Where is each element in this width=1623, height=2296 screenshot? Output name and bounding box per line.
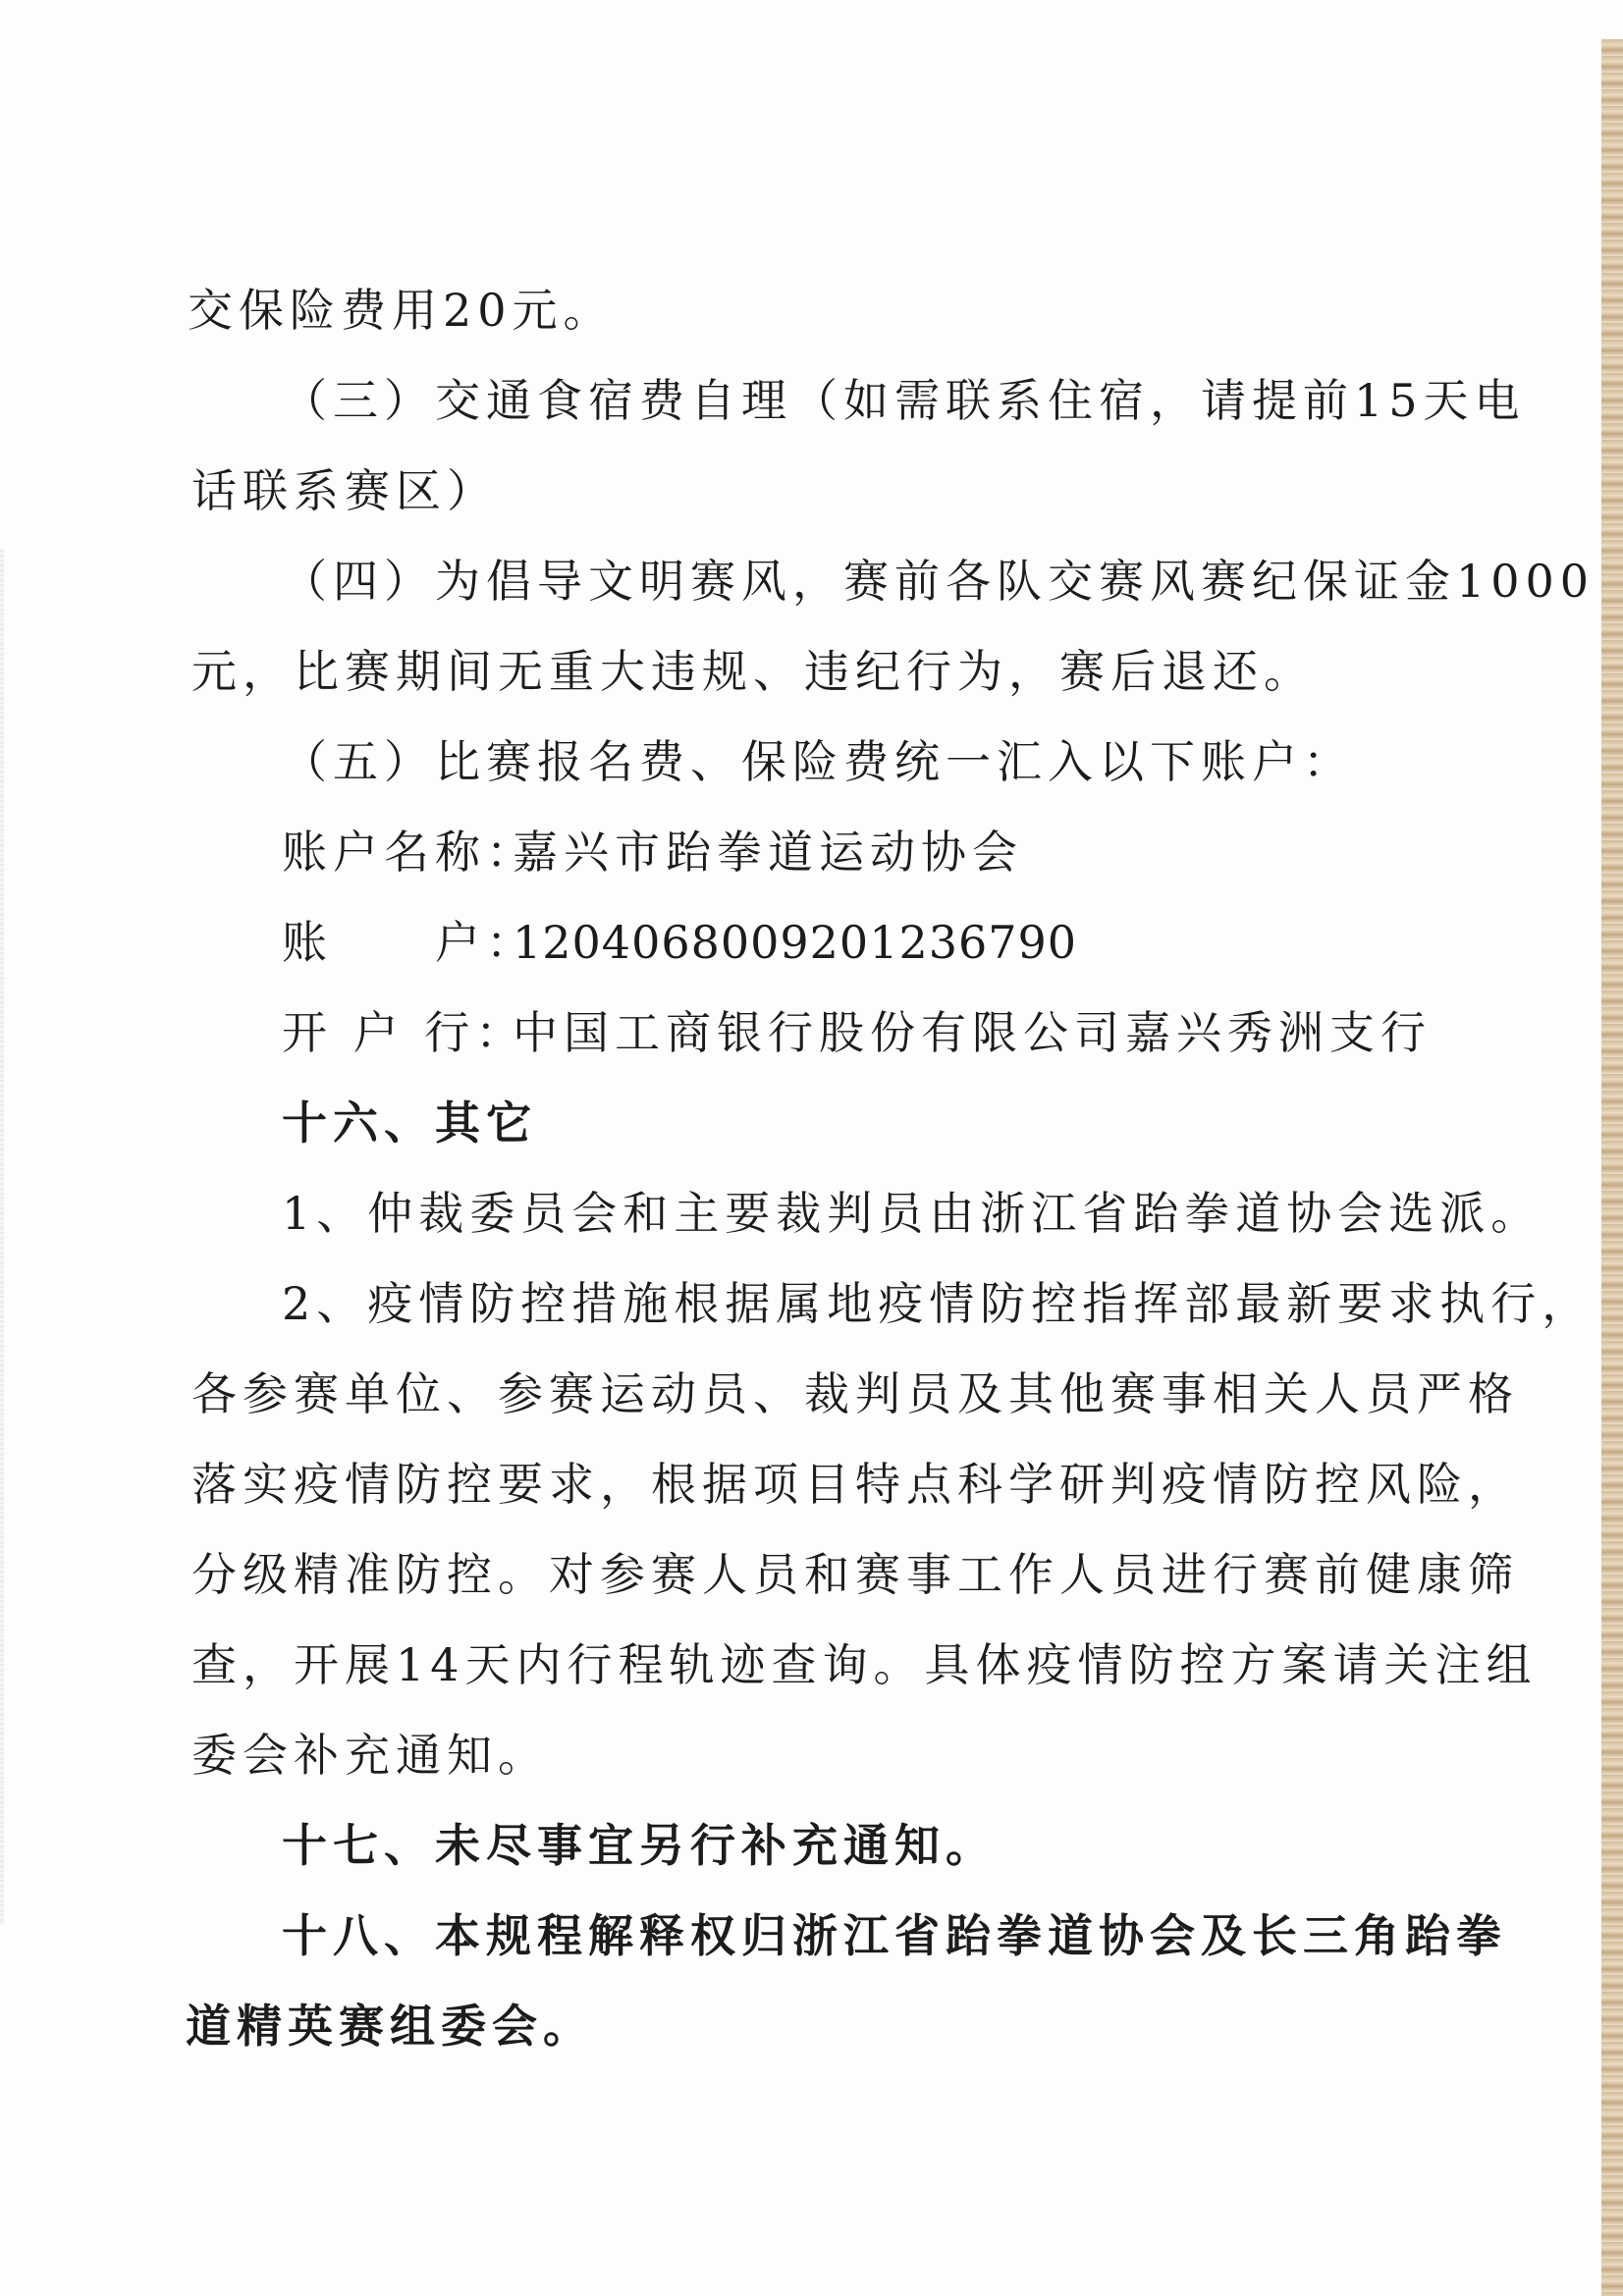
account-bank-label: 开 户 行： <box>282 1006 527 1059</box>
account-name-value: 嘉兴市跆拳道运动协会 <box>513 826 1023 879</box>
account-number-value: 1204068009201236790 <box>513 916 1078 969</box>
account-number-row <box>191 897 1399 988</box>
paragraph-line: （五）比赛报名费、保险费统一汇入以下账户： <box>282 735 1354 788</box>
scan-edge-right <box>1601 39 1623 2296</box>
paragraph-line: （三）交通食宿费自理（如需联系住宿，请提前15天电 <box>282 374 1526 427</box>
paragraph-line: 话联系赛区） <box>191 464 498 517</box>
account-number-label: 账 户： <box>282 916 537 969</box>
account-bank-value: 中国工商银行股份有限公司嘉兴秀洲支行 <box>513 1006 1432 1059</box>
account-bank-row <box>191 988 1432 1078</box>
section-18-line: 道精英赛组委会。 <box>186 2000 594 2053</box>
section-16-item-2-line: 查，开展14天内行程轨迹查询。具体疫情防控方案请关注组 <box>191 1638 1538 1691</box>
section-16-item-1: 1、仲裁委员会和主要裁判员由浙江省跆拳道协会选派。 <box>282 1187 1542 1240</box>
section-16-item-2-line: 各参赛单位、参赛运动员、裁判员及其他赛事相关人员严格 <box>191 1367 1519 1420</box>
section-16-item-2-line: 落实疫情防控要求，根据项目特点科学研判疫情防控风险， <box>191 1458 1519 1511</box>
body-text <box>186 265 1596 2071</box>
section-16-heading: 十六、其它 <box>282 1096 537 1149</box>
section-17: 十七、未尽事宜另行补充通知。 <box>282 1819 997 1872</box>
section-16-item-2-line: 2、疫情防控措施根据属地疫情防控指挥部最新要求执行， <box>282 1277 1594 1330</box>
section-18-line: 十八、本规程解释权归浙江省跆拳道协会及长三角跆拳 <box>282 1909 1507 1962</box>
section-16-item-2-line: 委会补充通知。 <box>191 1729 549 1782</box>
paragraph-line: （四）为倡导文明赛风，赛前各队交赛风赛纪保证金1000 <box>282 555 1596 608</box>
scan-edge-left <box>0 550 4 1924</box>
account-name-label: 账户名称： <box>282 826 537 879</box>
section-16-item-2-line: 分级精准防控。对参赛人员和赛事工作人员进行赛前健康筛 <box>191 1548 1519 1601</box>
paragraph-line: 元，比赛期间无重大违规、违纪行为，赛后退还。 <box>191 645 1315 698</box>
paragraph-line: 交保险费用20元。 <box>188 284 615 337</box>
account-name-row <box>191 807 1399 897</box>
